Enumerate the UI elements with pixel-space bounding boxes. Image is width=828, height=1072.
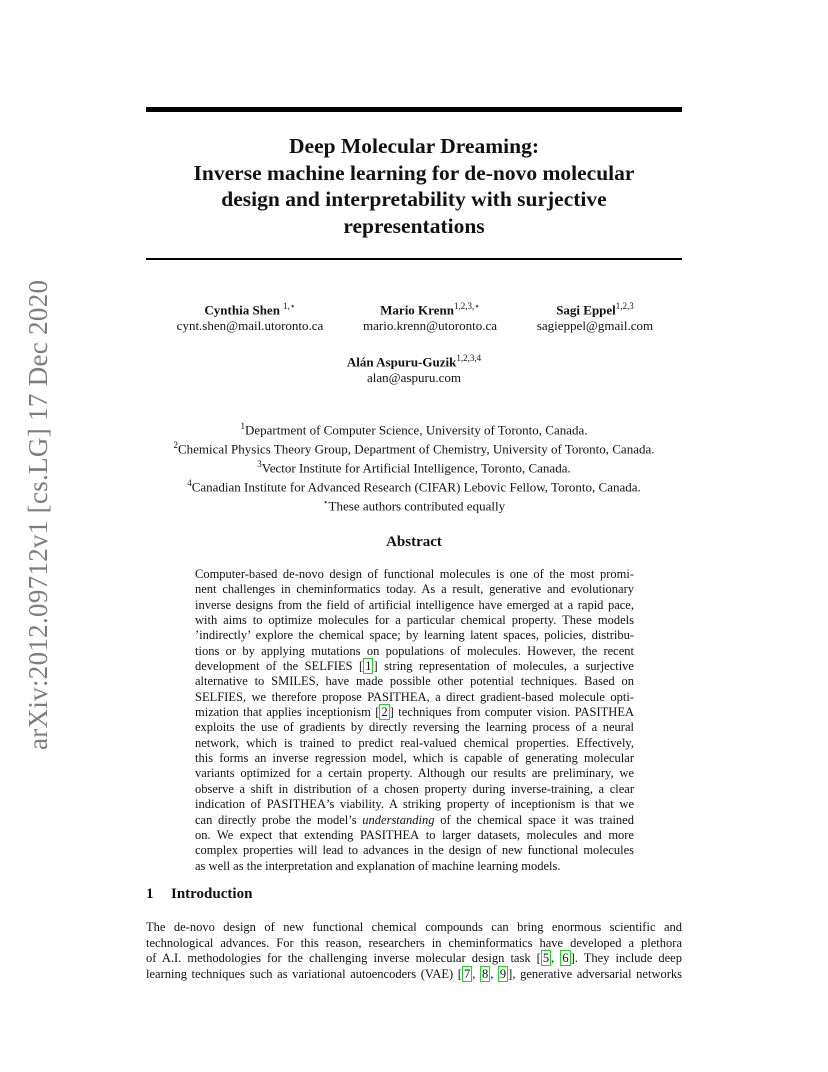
paper-title <box>146 133 682 239</box>
affiliation-text: These authors contributed equally <box>328 498 506 514</box>
author-block <box>505 298 685 334</box>
pasithea-term: PASITHEA <box>359 827 420 842</box>
abstract-text: , a direct gradient-based molecule opti- <box>426 689 634 704</box>
abstract-line: alternative to SMILES, have made possible other potential techniques. Based on <box>195 674 634 689</box>
abstract-line: as well as the interpretation and explanation of machine learning models. <box>195 858 561 873</box>
abstract-line: exploits the use of gradients by directly reversing the learning process of a neural <box>195 720 634 735</box>
intro-line: of A.I. methodologies for the challenging inverse molecular design task [ 5 , 6 ]. They include deep <box>146 951 682 966</box>
affiliation-mark: ⋆ <box>322 497 329 508</box>
abstract-text: indication of <box>195 797 267 812</box>
author-name: Alán Aspuru-Guzik <box>346 354 457 370</box>
section-heading <box>146 886 252 903</box>
affiliation-text: Department of Computer Science, University of Toronto, Canada. <box>244 422 588 438</box>
author-affiliation-marks: 1,2,3 <box>615 301 634 311</box>
intro-text: of A.I. methodologies for the challenging inverse molecular design task <box>146 951 537 966</box>
pasithea-term: PASITHEA <box>367 689 427 704</box>
author-affiliation-marks: 1,2,3,4 <box>456 353 482 363</box>
author-affiliation-marks: 1,2,3,⋆ <box>453 301 480 311</box>
abstract-body <box>195 567 634 874</box>
author-block <box>314 350 514 386</box>
abstract-line: observe a shift in distribution of a chosen property during inverse-training, a clear <box>195 781 634 796</box>
author-name: Mario Krenn <box>380 302 454 318</box>
abstract-line: variants optimized for a certain property. Although our results are preliminary, we <box>195 766 634 781</box>
emphasis-understanding: understanding <box>362 812 435 827</box>
title-line: design and interpretability with surjective <box>221 187 607 211</box>
abstract-line <box>195 813 634 828</box>
abstract-text: can directly probe the model’s <box>195 812 363 827</box>
author-name: Cynthia Shen <box>204 302 280 318</box>
affiliation-line <box>146 438 682 457</box>
author-affiliation-marks: 1,⋆ <box>283 301 296 311</box>
title-line: Deep Molecular Dreaming: <box>289 134 539 158</box>
abstract-line: this forms an inverse regression model, which is capable of generating molecular <box>195 751 634 766</box>
abstract-line: tions or by applying mutations on populations of molecules. However, the recent <box>195 643 634 658</box>
abstract-heading: Abstract <box>386 534 442 550</box>
abstract-text: ’s viability. A striking property of inceptionism is that we <box>325 797 634 812</box>
author-email: alan@aspuru.com <box>367 370 461 386</box>
pasithea-term: PASITHEA <box>266 797 326 812</box>
abstract-text: to larger datasets, molecules and more <box>419 827 634 842</box>
intro-line: technological advances. For this reason, researchers in cheminformatics have developed a plethora <box>146 935 682 950</box>
author-email: sagieppel@gmail.com <box>536 318 654 334</box>
abstract-line <box>195 797 634 812</box>
introduction-body <box>146 920 682 982</box>
citation-link[interactable]: 2 <box>381 705 388 720</box>
affiliations <box>146 419 682 514</box>
abstract-line: complex properties will lead to advances in the design of new functional molecules <box>195 843 634 858</box>
intro-text: . They include deep <box>574 951 682 966</box>
affiliation-mark: 2 <box>173 440 178 451</box>
citation-link[interactable]: 7 <box>463 966 471 981</box>
section-number: 1 <box>146 886 154 902</box>
abstract-line: ’indirectly’ explore the chemical space; by learning latent spaces, policies, distribu- <box>195 628 634 643</box>
abstract-text: , we therefore propose <box>242 689 368 704</box>
citation-link[interactable]: 9 <box>499 966 507 981</box>
abstract-text: of the chemical space it was trained <box>434 812 634 827</box>
affiliation-line <box>146 457 682 476</box>
citation-link[interactable]: 8 <box>481 966 489 981</box>
title-top-rule <box>146 107 682 112</box>
selfies-term: SELFIES <box>195 689 243 704</box>
affiliation-text: Canadian Institute for Advanced Research (CIFAR) Lebovic Fellow, Toronto, Canada. <box>191 479 641 495</box>
intro-text: learning techniques such as variational autoencoders (VAE) <box>146 966 458 981</box>
abstract-line: Computer-based de-novo design of functional molecules is one of the most promi- <box>195 567 634 581</box>
abstract-line <box>195 828 634 843</box>
pasithea-term: PASITHEA <box>574 705 634 720</box>
author-name: Sagi Eppel <box>556 302 616 318</box>
affiliation-mark: 3 <box>257 459 262 470</box>
title-line: representations <box>343 213 485 238</box>
intro-text: , generative adversarial networks <box>512 966 682 981</box>
title-bottom-rule <box>146 258 682 260</box>
author-email: cynt.shen@mail.utoronto.ca <box>176 318 324 334</box>
section-title: Introduction <box>171 886 253 902</box>
affiliation-text: Chemical Physics Theory Group, Department of Chemistry, University of Toronto, Canada. <box>177 441 655 457</box>
selfies-term: SELFIES <box>304 659 353 674</box>
affiliation-line <box>146 495 682 514</box>
abstract-text: string representation of molecules, a surjective <box>377 659 634 674</box>
author-block <box>340 298 520 334</box>
affiliation-line <box>146 419 682 438</box>
abstract-text: on. We expect that extending <box>195 827 360 842</box>
intro-line: The de-novo design of new functional chemical compounds can bring enormous scientific and <box>146 920 682 934</box>
affiliation-mark: 1 <box>240 421 245 431</box>
abstract-line: nent challenges in cheminformatics today. As a result, generative and evolutionary <box>195 582 634 597</box>
affiliation-line <box>146 476 682 495</box>
citation-link[interactable]: 6 <box>562 951 569 966</box>
abstract-line: inverse designs from the field of artificial intelligence have emerged at a rapid pace, <box>195 597 634 612</box>
abstract-line: network, which is trained to predict real-valued chemical properties. Effectively, <box>195 735 634 750</box>
citation-link[interactable]: 5 <box>542 951 550 966</box>
arxiv-sidebar-stamp: arXiv:2012.09712v1 [cs.LG] 17 Dec 2020 <box>23 279 53 750</box>
author-email: mario.krenn@utoronto.ca <box>363 318 497 334</box>
citation-link[interactable]: 1 <box>365 659 372 674</box>
abstract-text: mization that applies inceptionism <box>195 705 376 720</box>
abstract-line: with aims to optimize molecules for a particular chemical property. These models <box>195 613 634 628</box>
affiliation-mark: 4 <box>187 478 192 489</box>
abstract-line: mization that applies inceptionism [ 2 ] techniques from computer vision. PASITHEA <box>195 705 634 720</box>
intro-line: learning techniques such as variational autoencoders (VAE) [ 7 , 8 , 9 ], generative adversarial networks <box>146 966 682 981</box>
abstract-text: development of the <box>195 659 305 674</box>
abstract-text: techniques from computer vision. <box>393 705 575 720</box>
abstract-line: development of the SELFIES [ 1 ] string representation of molecules, a surjective <box>195 659 634 674</box>
author-block <box>160 298 340 334</box>
abstract-line <box>195 690 634 705</box>
affiliation-text: Vector Institute for Artificial Intelligence, Toronto, Canada. <box>261 460 571 476</box>
title-line: Inverse machine learning for de-novo molecular <box>193 160 635 185</box>
